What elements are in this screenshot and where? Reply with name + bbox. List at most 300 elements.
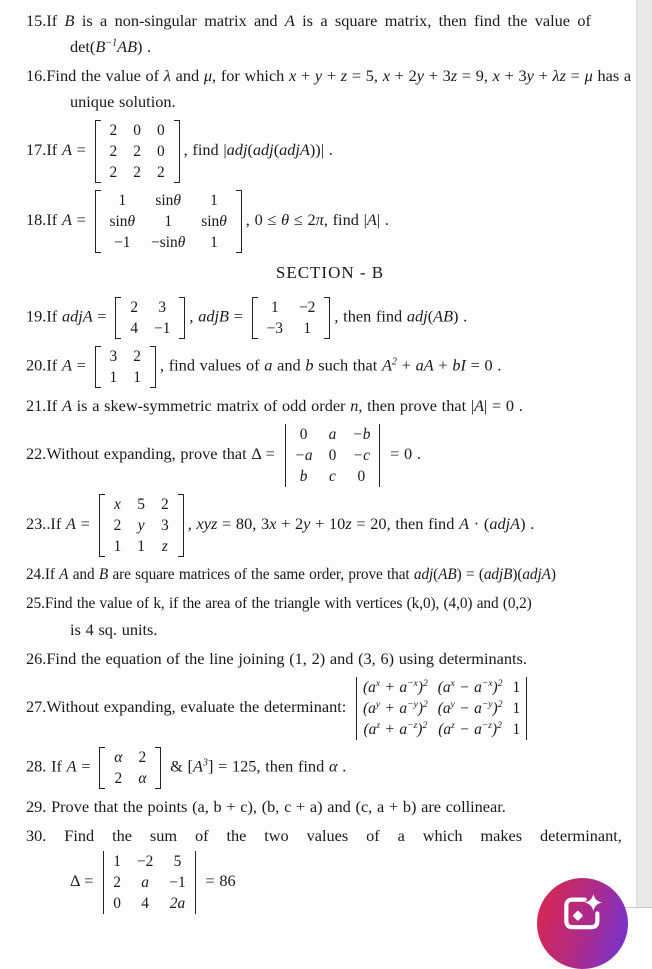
math-var: π: [315, 210, 324, 230]
matrix-row: [102, 367, 149, 388]
matrix-row: [358, 698, 525, 719]
question-line: [26, 344, 634, 390]
matrix-cell: 1: [512, 721, 521, 738]
matrix-row: [102, 162, 173, 183]
matrix-cell: 2: [113, 517, 122, 534]
math-var: A: [59, 566, 69, 583]
matrix-cell: 4: [141, 895, 149, 912]
text-run: (: [247, 140, 253, 160]
math-var: A: [66, 756, 77, 776]
matrix-cell: 2: [113, 874, 121, 891]
math-var: + a: [380, 721, 408, 738]
matrix-cell: 1: [210, 192, 218, 209]
matrix-cell: 5: [137, 496, 145, 513]
question-line: [26, 617, 634, 643]
fence-right: [379, 424, 380, 487]
superscript: −z: [481, 719, 493, 731]
superscript: −x: [481, 677, 493, 689]
matrix-cell: [106, 494, 130, 515]
question-line: [26, 422, 634, 489]
superscript: −y: [407, 698, 418, 710]
matrix-cell: −1: [169, 874, 186, 891]
question-26: [26, 646, 634, 672]
superscript: 2: [422, 677, 428, 689]
fence-right: [236, 190, 242, 253]
math-var: z: [340, 66, 348, 85]
matrix-cell: 0: [328, 447, 337, 464]
text-run: + 2: [389, 66, 417, 85]
matrix: [99, 747, 161, 789]
math-var: x: [289, 66, 297, 85]
superscript: −1: [105, 37, 118, 49]
math-var: adj: [226, 140, 248, 160]
matrix-body: [106, 494, 177, 557]
question-number: 17.: [26, 140, 47, 160]
text-run: such that: [313, 355, 382, 375]
math-var: A: [61, 355, 72, 375]
text-run: =: [76, 756, 96, 776]
question-number: 23..: [26, 514, 51, 534]
text-run: =: [71, 210, 91, 230]
matrix: [95, 120, 180, 183]
superscript: 2: [497, 719, 502, 731]
math-var: − a: [454, 679, 482, 696]
text-run: & [: [165, 756, 193, 776]
fence-right: [179, 297, 185, 339]
question-19: [26, 295, 634, 341]
text-run: + 2: [276, 514, 304, 534]
matrix-body: [105, 851, 193, 914]
text-run: = 20, then find: [351, 514, 460, 534]
superscript: z: [451, 719, 455, 731]
question-number: 20.: [26, 355, 47, 375]
math-var: θ: [173, 192, 181, 209]
math-var: ): [492, 679, 498, 696]
math-var: B: [98, 566, 109, 583]
matrix-cell: 2: [156, 164, 165, 181]
text-run: If: [50, 514, 66, 534]
question-number: 30.: [26, 826, 47, 845]
matrix-cell: [143, 232, 193, 253]
matrix-body: [287, 424, 379, 487]
question-20: [26, 344, 634, 390]
math-var: a: [328, 426, 337, 443]
math-var: θ: [127, 213, 136, 230]
math-var: α: [328, 756, 338, 776]
matrix-row: [106, 536, 177, 557]
matrix-cell: 0: [299, 426, 308, 443]
matrix-cell: 1: [113, 853, 121, 870]
text-run: ,: [189, 306, 199, 326]
question-list: [26, 8, 634, 919]
matrix-cell: 2: [109, 143, 118, 160]
fence-left: [95, 190, 101, 253]
fence-right: [526, 677, 527, 740]
matrix-row: [287, 445, 379, 466]
text-run: Without expanding, prove that Δ =: [46, 444, 280, 464]
math-var: (a: [362, 679, 376, 696]
text-run: are square matrices of the same order, prove that: [108, 566, 414, 583]
fence-left: [252, 297, 258, 339]
math-var: aA: [415, 355, 434, 375]
matrix-row: [102, 211, 235, 232]
fence-right: [174, 120, 180, 183]
matrix-row: [287, 466, 379, 487]
text-run: Find the value of: [46, 66, 164, 85]
matrix-cell: 3: [161, 517, 169, 534]
math-var: A: [61, 396, 72, 415]
question-line: [26, 295, 634, 341]
text-run: Find the sum of the two values of a which makes determinant,: [46, 826, 622, 845]
matrix-cell: [433, 677, 508, 698]
text-run: Without expanding, evaluate the determinant:: [46, 697, 351, 717]
math-var: b: [299, 468, 308, 485]
superscript: −x: [407, 677, 418, 689]
question-22: [26, 422, 634, 489]
matrix-cell: [130, 768, 154, 789]
matrix-row: [102, 232, 235, 253]
superscript: y: [375, 698, 381, 710]
text-run: and: [68, 566, 99, 583]
superscript: −z: [407, 719, 418, 731]
text-run: = 86: [200, 871, 236, 891]
matrix-body: [102, 346, 149, 388]
text-run: is 4 sq. units.: [70, 620, 158, 639]
matrix: [252, 297, 331, 339]
question-number: 24.: [26, 566, 45, 583]
text-run: +: [296, 66, 315, 85]
matrix-row: [106, 494, 177, 515]
matrix-cell: 0: [113, 895, 121, 912]
math-var: θ: [219, 213, 227, 230]
matrix-row: [105, 893, 193, 914]
matrix-row: [105, 872, 193, 893]
math-var: A: [192, 756, 203, 776]
text-run: =: [228, 306, 248, 326]
math-var: b: [305, 355, 314, 375]
text-run: =: [71, 140, 91, 160]
text-run: , for which: [212, 66, 290, 85]
math-var: adjA: [61, 306, 93, 326]
matrix-cell: [287, 466, 321, 487]
fence-left: [115, 297, 121, 339]
matrix-cell: [193, 211, 235, 232]
matrix-cell: [143, 190, 193, 211]
question-number: 19.: [26, 306, 47, 326]
matrix-row: [102, 190, 235, 211]
fence-left: [99, 494, 105, 557]
math-var: adjB: [198, 306, 229, 326]
matrix-cell: 2: [109, 122, 118, 139]
question-number: 15.: [26, 11, 47, 30]
text-run: , then find: [334, 306, 407, 326]
math-var: a: [264, 355, 273, 375]
math-var: ): [492, 700, 498, 717]
question-line: [26, 794, 634, 820]
text-run: If: [46, 210, 62, 230]
text-run: ) .: [520, 514, 535, 534]
matrix-row: [106, 515, 177, 536]
text-run: and: [170, 66, 204, 85]
question-27: [26, 675, 634, 742]
math-var: θ: [177, 234, 186, 251]
text-run: If: [46, 306, 62, 326]
superscript: x: [450, 677, 455, 689]
question-line: [26, 188, 634, 255]
text-run: =: [565, 66, 585, 85]
matrix-cell: 0: [357, 468, 366, 485]
matrix-cell: −1: [114, 234, 131, 251]
matrix-body: [122, 297, 178, 339]
math-var: y: [303, 514, 311, 534]
question-line: [26, 823, 634, 849]
text-run: Find the equation of the line joining (1, 2) and (3, 6) using determinants.: [46, 649, 527, 668]
matrix-cell: 0: [156, 143, 165, 160]
text-run: + 3: [499, 66, 527, 85]
matrix-cell: [433, 698, 508, 719]
matrix-cell: 3: [109, 348, 118, 365]
matrix-row: [105, 851, 193, 872]
matrix-cell: [129, 515, 153, 536]
question-23: [26, 492, 634, 559]
math-var: α: [138, 770, 147, 787]
matrix-body: [102, 190, 235, 253]
text-run: Find the value of k, if the area of the triangle with vertices (k,0), (4,0) and (0,2): [44, 595, 532, 612]
math-var: −a: [294, 447, 313, 464]
text-run: = 0 .: [465, 355, 502, 375]
math-var: adj: [406, 306, 428, 326]
math-var: AB: [117, 37, 138, 56]
question-line: [26, 562, 634, 588]
math-var: −b: [352, 426, 371, 443]
text-run: | .: [376, 210, 389, 230]
matrix-cell: 2: [138, 749, 147, 766]
matrix-row: [122, 318, 178, 339]
text-run: , find |: [183, 140, 227, 160]
fence-left: [95, 346, 101, 388]
question-number: 27.: [26, 697, 47, 717]
matrix-row: [358, 719, 525, 740]
matrix-body: [358, 677, 525, 740]
text-run: −sin: [151, 234, 178, 251]
text-run: =: [71, 355, 91, 375]
matrix: [99, 494, 184, 557]
text-run: (: [427, 306, 434, 326]
text-run: +: [322, 66, 341, 85]
matrix-row: [106, 747, 154, 768]
question-number: 26.: [26, 649, 47, 668]
determinant: [355, 677, 528, 740]
superscript: 2: [422, 698, 428, 710]
section-header: SECTION - B: [275, 263, 385, 282]
question-29: [26, 794, 634, 820]
text-run: .: [337, 756, 347, 776]
text-run: has a: [592, 66, 632, 85]
text-run: ≤ 2: [289, 210, 316, 230]
edit-fab-button[interactable]: [537, 878, 628, 969]
question-line: [26, 745, 634, 791]
matrix-cell: −3: [266, 320, 283, 337]
text-run: , then prove that |: [358, 396, 475, 415]
matrix-cell: 1: [303, 320, 312, 337]
matrix-cell: 1: [270, 299, 279, 316]
text-run: =: [75, 514, 95, 534]
matrix-cell: 1: [512, 700, 521, 717]
superscript: 2: [422, 719, 428, 731]
matrix-cell: 2: [133, 143, 141, 160]
matrix: [115, 297, 185, 339]
matrix-cell: [358, 698, 433, 719]
matrix-cell: [321, 466, 345, 487]
question-number: 18.: [26, 210, 47, 230]
fence-right: [155, 747, 161, 789]
fence-right: [324, 297, 330, 339]
fence-right: [150, 346, 156, 388]
matrix-row: [259, 318, 324, 339]
matrix-cell: −2: [299, 299, 316, 316]
math-var: z: [345, 514, 352, 534]
matrix-row: [358, 677, 525, 698]
question-line: [26, 8, 634, 34]
question-16: [26, 63, 634, 115]
text-run: = 0 .: [385, 444, 421, 464]
question-number: 21.: [26, 396, 47, 415]
fence-left: [356, 677, 357, 740]
matrix-cell: 3: [158, 299, 167, 316]
math-var: ): [417, 700, 423, 717]
question-25: [26, 591, 634, 643]
text-run: ) = (: [456, 566, 484, 583]
math-var: + a: [380, 679, 408, 696]
text-run: det(: [70, 37, 96, 56]
math-var: A: [474, 396, 485, 415]
math-var: ): [417, 721, 423, 738]
math-var: A: [66, 514, 76, 534]
superscript: x: [375, 677, 381, 689]
text-run: = 5,: [347, 66, 383, 85]
math-var: − a: [454, 700, 482, 717]
text-run: (: [273, 140, 280, 160]
matrix-cell: [433, 719, 508, 740]
matrix-body: [106, 747, 154, 789]
matrix-cell: 0: [133, 122, 141, 139]
math-var: bI: [452, 355, 466, 375]
math-var: adjB: [483, 566, 513, 583]
magic-edit-icon: [560, 891, 606, 937]
matrix-cell: 1: [109, 369, 118, 386]
matrix-body: [259, 297, 324, 339]
math-var: α: [114, 749, 123, 766]
math-var: z: [450, 66, 458, 85]
text-run: ))| .: [309, 140, 333, 160]
text-run: = 9,: [457, 66, 493, 85]
math-var: (a: [362, 700, 376, 717]
math-var: AB: [438, 566, 457, 583]
math-var: θ: [281, 210, 290, 230]
math-var: A: [284, 11, 295, 30]
question-line: [26, 63, 634, 89]
matrix-cell: 2: [133, 348, 141, 365]
text-run: Prove that the points (a, b + c), (b, c + a) and (c, a + b) are collinear.: [46, 797, 506, 816]
matrix-cell: 0: [156, 122, 165, 139]
text-run: is a non-singular matrix and: [74, 11, 285, 30]
text-run: , 0 ≤: [245, 210, 282, 230]
question-18: [26, 188, 634, 255]
superscript: 2: [391, 356, 397, 368]
fence-left: [285, 424, 286, 487]
question-line: [26, 492, 634, 559]
matrix-row: [287, 424, 379, 445]
matrix: [95, 346, 156, 388]
superscript: −y: [481, 698, 493, 710]
question-line: [26, 646, 634, 672]
math-var: + a: [380, 700, 408, 717]
right-edge-gutter: [636, 0, 652, 907]
fence-left: [103, 851, 104, 914]
text-run: sin: [155, 192, 174, 209]
matrix-cell: 2: [161, 496, 169, 513]
text-run: ): [550, 566, 556, 583]
matrix-cell: 2: [114, 770, 123, 787]
text-run: + 3: [423, 66, 451, 85]
question-line: [26, 34, 634, 60]
fence-right: [195, 851, 196, 914]
math-var: y: [526, 66, 534, 85]
matrix-row: [102, 141, 173, 162]
text-run: · (: [469, 514, 490, 534]
text-run: )(: [512, 566, 523, 583]
math-var: a: [141, 874, 149, 891]
matrix-cell: [344, 424, 378, 445]
text-run: is a skew-symmetric matrix of odd order: [71, 396, 351, 415]
matrix-cell: 1: [113, 538, 122, 555]
math-var: (a: [438, 721, 452, 738]
math-var: B: [64, 11, 75, 30]
text-run: unique solution.: [70, 92, 176, 111]
question-number: 28.: [26, 756, 47, 776]
math-var: xyz: [196, 514, 218, 534]
matrix-row: [259, 297, 324, 318]
text-run: sin: [109, 213, 128, 230]
math-var: n: [350, 396, 359, 415]
math-var: λ: [163, 66, 171, 85]
text-run: Δ =: [70, 871, 99, 891]
text-run: , find values of: [159, 355, 265, 375]
question-17: [26, 118, 634, 185]
math-var: (a: [437, 700, 451, 717]
math-var: adj: [252, 140, 274, 160]
matrix-cell: [102, 211, 144, 232]
math-var: y: [137, 517, 145, 534]
fence-left: [99, 747, 105, 789]
math-var: adjA: [279, 140, 310, 160]
math-var: y: [416, 66, 424, 85]
question-number: 22.: [26, 444, 47, 464]
question-15: [26, 8, 634, 60]
matrix-row: [122, 297, 178, 318]
text-run: If: [46, 140, 62, 160]
math-var: − a: [454, 721, 482, 738]
matrix-cell: 1: [118, 192, 127, 209]
matrix-row: [102, 120, 173, 141]
math-var: μ: [584, 66, 593, 85]
matrix-body: [102, 120, 173, 183]
matrix-cell: [129, 872, 161, 893]
matrix-cell: [321, 424, 345, 445]
matrix-cell: [153, 536, 177, 557]
math-var: A: [381, 355, 392, 375]
math-var: A: [61, 140, 72, 160]
